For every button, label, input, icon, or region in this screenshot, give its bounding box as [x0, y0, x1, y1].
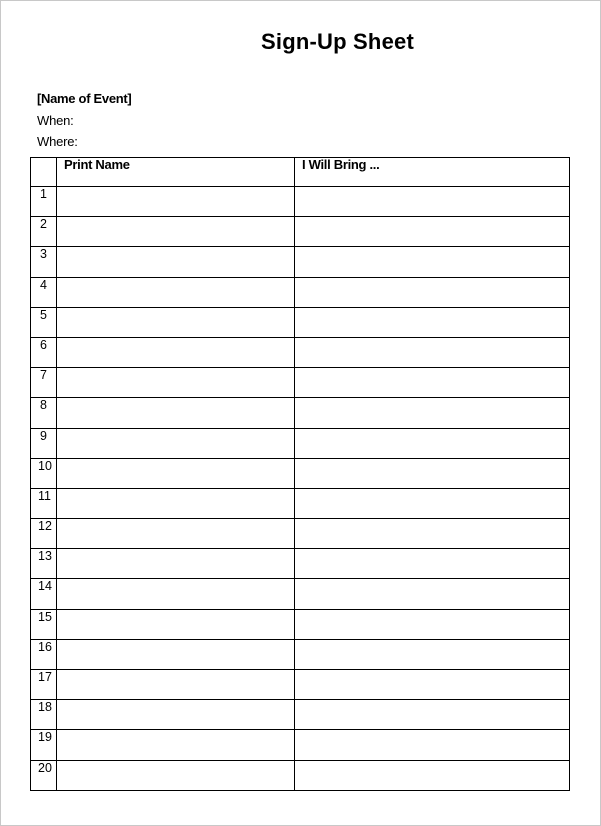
row-number: 14 — [38, 579, 52, 594]
row-number-cell — [31, 639, 57, 669]
table-row — [31, 187, 570, 217]
print-name-cell[interactable] — [57, 428, 295, 458]
will-bring-cell[interactable] — [295, 458, 570, 488]
row-number-cell — [31, 428, 57, 458]
page-title: Sign-Up Sheet — [261, 29, 414, 54]
print-name-cell[interactable] — [57, 609, 295, 639]
row-number-cell — [31, 609, 57, 639]
row-number: 11 — [38, 488, 51, 503]
table-row — [31, 398, 570, 428]
row-number: 8 — [40, 398, 47, 413]
print-name-cell[interactable] — [57, 730, 295, 760]
will-bring-cell[interactable] — [295, 277, 570, 307]
will-bring-cell[interactable] — [295, 247, 570, 277]
row-number: 12 — [38, 519, 52, 534]
table-row — [31, 368, 570, 398]
row-number: 15 — [38, 609, 52, 624]
print-name-cell[interactable] — [57, 700, 295, 730]
print-name-cell[interactable] — [57, 337, 295, 367]
will-bring-cell[interactable] — [295, 670, 570, 700]
print-name-cell[interactable] — [57, 579, 295, 609]
will-bring-cell[interactable] — [295, 760, 570, 790]
row-number-cell — [31, 458, 57, 488]
will-bring-cell[interactable] — [295, 368, 570, 398]
row-number-cell — [31, 519, 57, 549]
print-name-cell[interactable] — [57, 639, 295, 669]
column-header-print-name: Print Name — [57, 158, 295, 187]
row-number-cell — [31, 277, 57, 307]
row-number-cell — [31, 488, 57, 518]
table-row — [31, 488, 570, 518]
column-header-number — [31, 158, 57, 187]
will-bring-cell[interactable] — [295, 488, 570, 518]
row-number-cell — [31, 398, 57, 428]
table-row — [31, 428, 570, 458]
print-name-cell[interactable] — [57, 247, 295, 277]
will-bring-cell[interactable] — [295, 428, 570, 458]
will-bring-cell[interactable] — [295, 398, 570, 428]
row-number-cell — [31, 760, 57, 790]
will-bring-cell[interactable] — [295, 217, 570, 247]
row-number-cell — [31, 700, 57, 730]
print-name-cell[interactable] — [57, 488, 295, 518]
table-row — [31, 700, 570, 730]
print-name-cell[interactable] — [57, 670, 295, 700]
print-name-cell[interactable] — [57, 760, 295, 790]
row-number: 20 — [38, 760, 52, 775]
will-bring-cell[interactable] — [295, 187, 570, 217]
will-bring-cell[interactable] — [295, 519, 570, 549]
row-number: 7 — [40, 368, 47, 383]
row-number: 1 — [40, 187, 47, 201]
when-label: When: — [37, 113, 74, 128]
table-row — [31, 277, 570, 307]
table-row — [31, 730, 570, 760]
print-name-cell[interactable] — [57, 217, 295, 247]
table-row — [31, 458, 570, 488]
row-number: 2 — [40, 217, 47, 232]
print-name-cell[interactable] — [57, 458, 295, 488]
row-number: 10 — [38, 458, 52, 473]
table-row — [31, 217, 570, 247]
row-number: 5 — [40, 307, 47, 322]
will-bring-cell[interactable] — [295, 700, 570, 730]
row-number: 18 — [38, 700, 52, 715]
table-row — [31, 549, 570, 579]
column-header-will-bring: I Will Bring ... — [295, 158, 570, 187]
will-bring-cell[interactable] — [295, 549, 570, 579]
row-number-cell — [31, 549, 57, 579]
print-name-cell[interactable] — [57, 519, 295, 549]
table-row — [31, 579, 570, 609]
table-header-row — [31, 158, 570, 187]
signup-table — [30, 157, 570, 791]
row-number-cell — [31, 730, 57, 760]
row-number: 17 — [38, 670, 52, 684]
row-number-cell — [31, 307, 57, 337]
print-name-cell[interactable] — [57, 398, 295, 428]
row-number-cell — [31, 217, 57, 247]
row-number-cell — [31, 187, 57, 217]
will-bring-cell[interactable] — [295, 579, 570, 609]
where-label: Where: — [37, 134, 78, 149]
will-bring-cell[interactable] — [295, 609, 570, 639]
table-row — [31, 670, 570, 700]
table-row — [31, 760, 570, 790]
row-number: 13 — [38, 549, 52, 564]
row-number: 9 — [40, 428, 47, 443]
table-row — [31, 639, 570, 669]
row-number-cell — [31, 368, 57, 398]
table-row — [31, 247, 570, 277]
row-number: 4 — [40, 277, 47, 292]
row-number: 3 — [40, 247, 47, 262]
table-row — [31, 609, 570, 639]
print-name-cell[interactable] — [57, 187, 295, 217]
table-row — [31, 519, 570, 549]
will-bring-cell[interactable] — [295, 639, 570, 669]
will-bring-cell[interactable] — [295, 307, 570, 337]
row-number: 16 — [38, 639, 52, 654]
row-number: 19 — [38, 730, 52, 745]
row-number-cell — [31, 337, 57, 367]
row-number-cell — [31, 579, 57, 609]
event-name-field[interactable]: [Name of Event] — [37, 91, 132, 106]
row-number-cell — [31, 247, 57, 277]
print-name-cell[interactable] — [57, 277, 295, 307]
print-name-cell[interactable] — [57, 368, 295, 398]
print-name-cell[interactable] — [57, 549, 295, 579]
will-bring-cell[interactable] — [295, 730, 570, 760]
table-row — [31, 307, 570, 337]
row-number: 6 — [40, 337, 47, 352]
row-number-cell — [31, 670, 57, 700]
table-row — [31, 337, 570, 367]
print-name-cell[interactable] — [57, 307, 295, 337]
will-bring-cell[interactable] — [295, 337, 570, 367]
